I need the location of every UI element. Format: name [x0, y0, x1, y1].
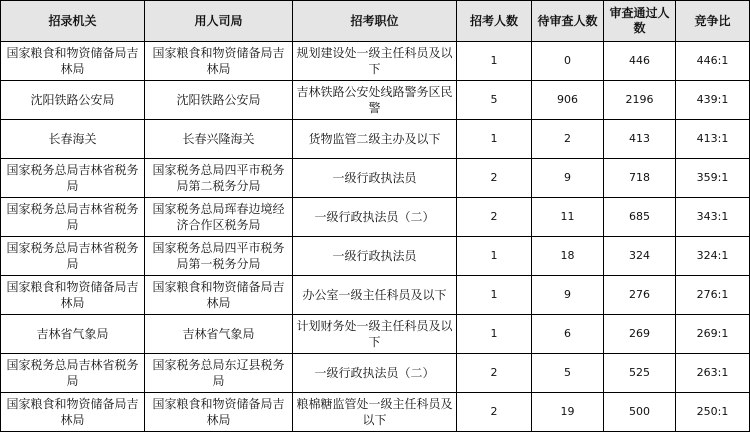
cell-position: 办公室一级主任科员及以下 [293, 276, 457, 315]
cell-agency: 国家粮食和物资储备局吉林局 [1, 276, 145, 315]
table-row [1, 315, 750, 354]
header-ratio: 竞争比 [676, 1, 750, 42]
table-body [1, 42, 750, 432]
cell-bureau: 国家粮食和物资储备局吉林局 [145, 393, 293, 432]
cell-quota: 1 [457, 42, 532, 81]
cell-position: 一级行政执法员 [293, 159, 457, 198]
table-row [1, 354, 750, 393]
cell-agency: 沈阳铁路公安局 [1, 81, 145, 120]
table-row [1, 237, 750, 276]
cell-bureau: 吉林省气象局 [145, 315, 293, 354]
cell-passed: 413 [604, 120, 676, 159]
header-pending: 待审查人数 [532, 1, 604, 42]
table-row [1, 393, 750, 432]
cell-pending: 906 [532, 81, 604, 120]
cell-position: 一级行政执法员 [293, 237, 457, 276]
cell-position: 货物监管二级主办及以下 [293, 120, 457, 159]
cell-agency: 国家税务总局吉林省税务局 [1, 354, 145, 393]
cell-agency: 国家粮食和物资储备局吉林局 [1, 42, 145, 81]
cell-pending: 9 [532, 276, 604, 315]
cell-agency: 国家税务总局吉林省税务局 [1, 237, 145, 276]
cell-pending: 9 [532, 159, 604, 198]
cell-agency: 吉林省气象局 [1, 315, 145, 354]
cell-pending: 19 [532, 393, 604, 432]
header-agency: 招录机关 [1, 1, 145, 42]
cell-bureau: 国家税务总局四平市税务局第二税务分局 [145, 159, 293, 198]
cell-passed: 276 [604, 276, 676, 315]
cell-quota: 1 [457, 276, 532, 315]
cell-quota: 2 [457, 198, 532, 237]
cell-bureau: 国家税务总局四平市税务局第一税务分局 [145, 237, 293, 276]
cell-position: 规划建设处一级主任科员及以下 [293, 42, 457, 81]
cell-pending: 5 [532, 354, 604, 393]
cell-ratio: 413:1 [676, 120, 750, 159]
table-header-row [1, 1, 750, 42]
cell-quota: 2 [457, 393, 532, 432]
cell-agency: 国家税务总局吉林省税务局 [1, 159, 145, 198]
cell-passed: 2196 [604, 81, 676, 120]
cell-agency: 长春海关 [1, 120, 145, 159]
cell-ratio: 263:1 [676, 354, 750, 393]
cell-position: 一级行政执法员（二） [293, 354, 457, 393]
cell-ratio: 324:1 [676, 237, 750, 276]
cell-bureau: 长春兴隆海关 [145, 120, 293, 159]
cell-quota: 2 [457, 354, 532, 393]
cell-quota: 2 [457, 159, 532, 198]
cell-quota: 1 [457, 120, 532, 159]
cell-bureau: 国家税务总局珲春边境经济合作区税务局 [145, 198, 293, 237]
cell-position: 吉林铁路公安处线路警务区民警 [293, 81, 457, 120]
cell-agency: 国家税务总局吉林省税务局 [1, 198, 145, 237]
cell-passed: 685 [604, 198, 676, 237]
cell-quota: 5 [457, 81, 532, 120]
header-quota: 招考人数 [457, 1, 532, 42]
cell-passed: 718 [604, 159, 676, 198]
cell-passed: 324 [604, 237, 676, 276]
cell-agency: 国家粮食和物资储备局吉林局 [1, 393, 145, 432]
cell-ratio: 343:1 [676, 198, 750, 237]
header-position: 招考职位 [293, 1, 457, 42]
header-bureau: 用人司局 [145, 1, 293, 42]
cell-bureau: 国家税务总局东辽县税务局 [145, 354, 293, 393]
cell-bureau: 国家粮食和物资储备局吉林局 [145, 42, 293, 81]
cell-ratio: 276:1 [676, 276, 750, 315]
cell-ratio: 439:1 [676, 81, 750, 120]
cell-passed: 500 [604, 393, 676, 432]
table-row [1, 198, 750, 237]
cell-position: 一级行政执法员（二） [293, 198, 457, 237]
cell-ratio: 446:1 [676, 42, 750, 81]
cell-ratio: 250:1 [676, 393, 750, 432]
cell-position: 粮棉糖监管处一级主任科员及以下 [293, 393, 457, 432]
cell-pending: 2 [532, 120, 604, 159]
table-row [1, 120, 750, 159]
cell-quota: 1 [457, 237, 532, 276]
table-row [1, 81, 750, 120]
cell-pending: 0 [532, 42, 604, 81]
cell-passed: 446 [604, 42, 676, 81]
cell-ratio: 269:1 [676, 315, 750, 354]
table-row [1, 276, 750, 315]
cell-bureau: 国家粮食和物资储备局吉林局 [145, 276, 293, 315]
table-row [1, 42, 750, 81]
cell-ratio: 359:1 [676, 159, 750, 198]
cell-pending: 18 [532, 237, 604, 276]
cell-pending: 11 [532, 198, 604, 237]
header-passed: 审查通过人数 [604, 1, 676, 42]
cell-position: 计划财务处一级主任科员及以下 [293, 315, 457, 354]
cell-passed: 525 [604, 354, 676, 393]
cell-pending: 6 [532, 315, 604, 354]
cell-bureau: 沈阳铁路公安局 [145, 81, 293, 120]
cell-quota: 1 [457, 315, 532, 354]
table-row [1, 159, 750, 198]
cell-passed: 269 [604, 315, 676, 354]
